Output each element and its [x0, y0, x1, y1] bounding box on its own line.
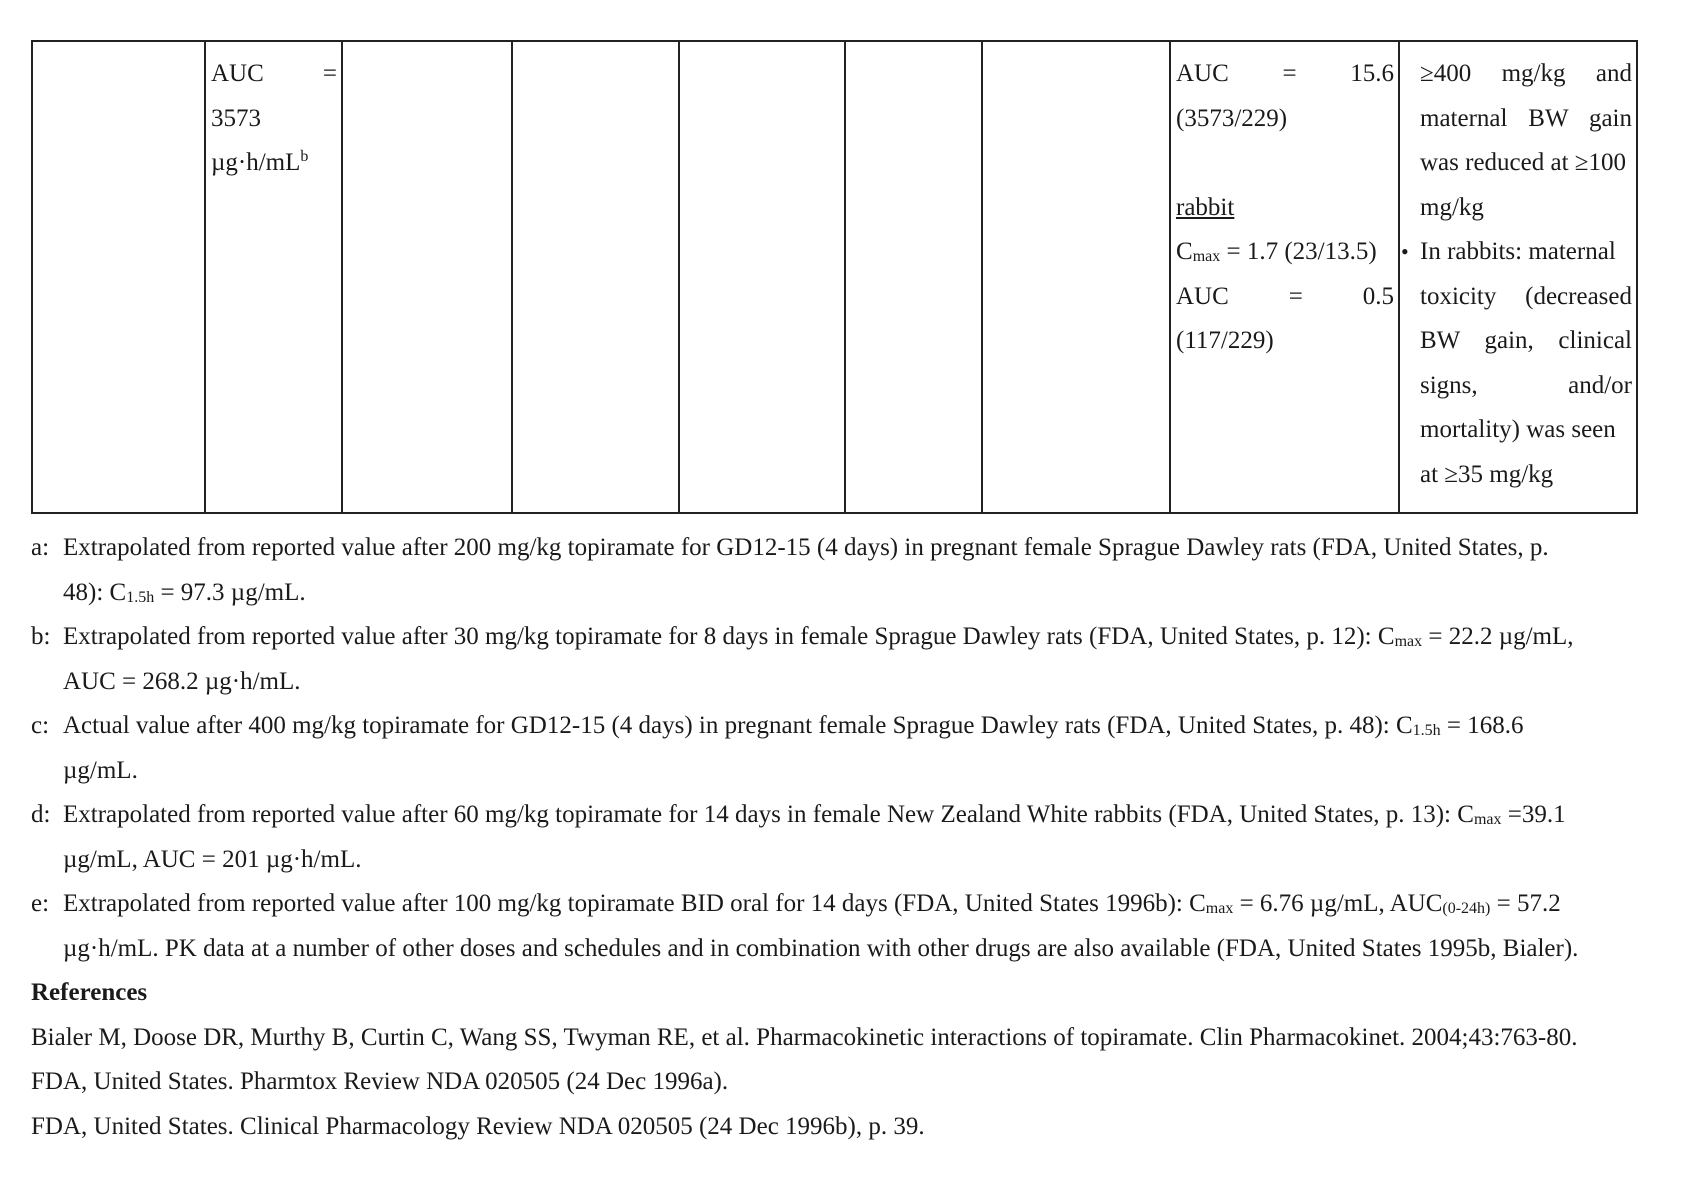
finding-line: signs, and/or: [1420, 371, 1632, 399]
rabbit-auc-eq: =: [1288, 282, 1303, 310]
finding-line: at ≥35 mg/kg: [1420, 460, 1554, 488]
rabbit-auc-ratio: (117/229): [1176, 327, 1274, 354]
footnote-label: d:: [31, 801, 51, 828]
footnote-text: Extrapolated from reported value after 200 mg/kg topiramate for GD12-15 (4 days) in pregnant female Sprague Dawley rats (FDA, United States, p.: [63, 534, 1549, 561]
auc-unit: µg·h/mL: [211, 149, 301, 176]
table-cell: [512, 41, 679, 513]
table-cell: [982, 41, 1170, 513]
reference-item: FDA, United States. Pharmtox Review NDA 020505 (24 Dec 1996a).: [31, 1068, 729, 1095]
rabbit-auc-value: 0.5: [1362, 282, 1394, 310]
footnote-text: = 22.2 µg/mL,: [1422, 623, 1574, 650]
footnote-text: Extrapolated from reported value after 100 mg/kg topiramate BID oral for 14 days (FDA, United States 1996b): C: [63, 890, 1206, 917]
reference-item: Bialer M, Doose DR, Murthy B, Curtin C, Wang SS, Twyman RE, et al. Pharmacokinetic interactions of topiramate. Clin Pharmacokinet. 2004;43:763-80.: [31, 1023, 1578, 1051]
footnote-sub: 1.5h: [1412, 722, 1441, 739]
footnote-b: [31, 615, 1637, 704]
finding-line: maternal BW gain: [1420, 104, 1632, 132]
footnote-text: = 6.76 µg/mL, AUC: [1233, 890, 1443, 917]
rabbit-auc-label: AUC: [1176, 282, 1229, 310]
footnote-text: AUC = 268.2 µg·h/mL.: [63, 667, 301, 695]
footnotes: [31, 526, 1637, 971]
footnote-d: [31, 793, 1637, 882]
finding-line: ≥400 mg/kg and: [1420, 60, 1632, 87]
cmax-value: = 1.7 (23/13.5): [1220, 238, 1377, 265]
footnote-a: [31, 526, 1637, 615]
footnote-e: [31, 882, 1637, 971]
footnote-sub: max: [1473, 811, 1502, 828]
rat-auc-value: 15.6: [1350, 60, 1394, 87]
auc-eq: =: [322, 60, 337, 87]
finding-line: BW gain, clinical: [1420, 327, 1632, 354]
footnote-text: Extrapolated from reported value after 30 mg/kg topiramate for 8 days in female Sprague Dawley rats (FDA, United States, p. 12): C: [63, 623, 1395, 650]
footnote-sub: max: [1205, 900, 1234, 917]
cmax-label: C: [1176, 238, 1193, 265]
footnote-sub: max: [1394, 633, 1423, 650]
finding-line: mortality) was seen: [1420, 416, 1616, 443]
table-cell-margin: [1170, 41, 1399, 513]
rabbit-heading: rabbit: [1176, 193, 1235, 221]
footnote-sub: 1.5h: [126, 588, 155, 606]
footnote-label: b:: [31, 623, 51, 650]
footnote-ref-b: b: [300, 148, 309, 165]
footnote-label: e:: [31, 890, 50, 917]
footnote-text: Extrapolated from reported value after 60 mg/kg topiramate for 14 days in female New Zealand White rabbits (FDA, United States, p. 13): C: [63, 801, 1474, 828]
footnote-text: µg/mL.: [63, 756, 138, 784]
data-table: [31, 40, 1638, 514]
footnote-text: = 57.2: [1490, 890, 1561, 917]
footnote-text: =39.1: [1501, 801, 1566, 828]
table-cell: [845, 41, 982, 513]
table-cell: [679, 41, 845, 513]
footnote-label: a:: [31, 534, 50, 561]
rat-auc-ratio: (3573/229): [1176, 104, 1288, 132]
finding-line: mg/kg: [1420, 193, 1484, 221]
rat-auc-eq: =: [1282, 60, 1297, 87]
table-cell-findings: [1399, 41, 1637, 513]
footnote-text: µg·h/mL. PK data at a number of other doses and schedules and in combination with other drugs are also available (FDA, United States 1995b, Bialer).: [63, 934, 1579, 962]
footnote-text: µg/mL, AUC = 201 µg·h/mL.: [63, 845, 362, 873]
table-row: [32, 41, 1637, 513]
footnote-text: = 97.3 µg/mL.: [154, 578, 306, 606]
reference-item: FDA, United States. Clinical Pharmacology Review NDA 020505 (24 Dec 1996b), p. 39.: [31, 1112, 925, 1140]
footnote-sub: (0-24h): [1442, 900, 1491, 917]
table-cell: [32, 41, 205, 513]
bullet-icon: •: [1401, 239, 1409, 264]
rat-auc-label: AUC: [1176, 60, 1229, 87]
table-cell-auc: [205, 41, 342, 513]
footnote-text: 48): C: [63, 578, 127, 606]
auc-label: AUC: [211, 60, 264, 87]
footnote-text: Actual value after 400 mg/kg topiramate for GD12-15 (4 days) in pregnant female Sprague Dawley rats (FDA, United States, p. 48): C: [63, 712, 1413, 739]
references-heading: References: [31, 979, 148, 1006]
finding-line: was reduced at ≥100: [1420, 149, 1627, 176]
finding-line: In rabbits: maternal: [1420, 238, 1616, 265]
references: [31, 971, 1651, 1149]
finding-line: toxicity (decreased: [1420, 282, 1632, 310]
table-cell: [342, 41, 512, 513]
footnote-c: [31, 704, 1637, 793]
footnote-label: c:: [31, 712, 50, 739]
auc-value: 3573: [211, 104, 261, 132]
footnote-text: = 168.6: [1440, 712, 1524, 739]
cmax-sub: max: [1192, 248, 1221, 265]
